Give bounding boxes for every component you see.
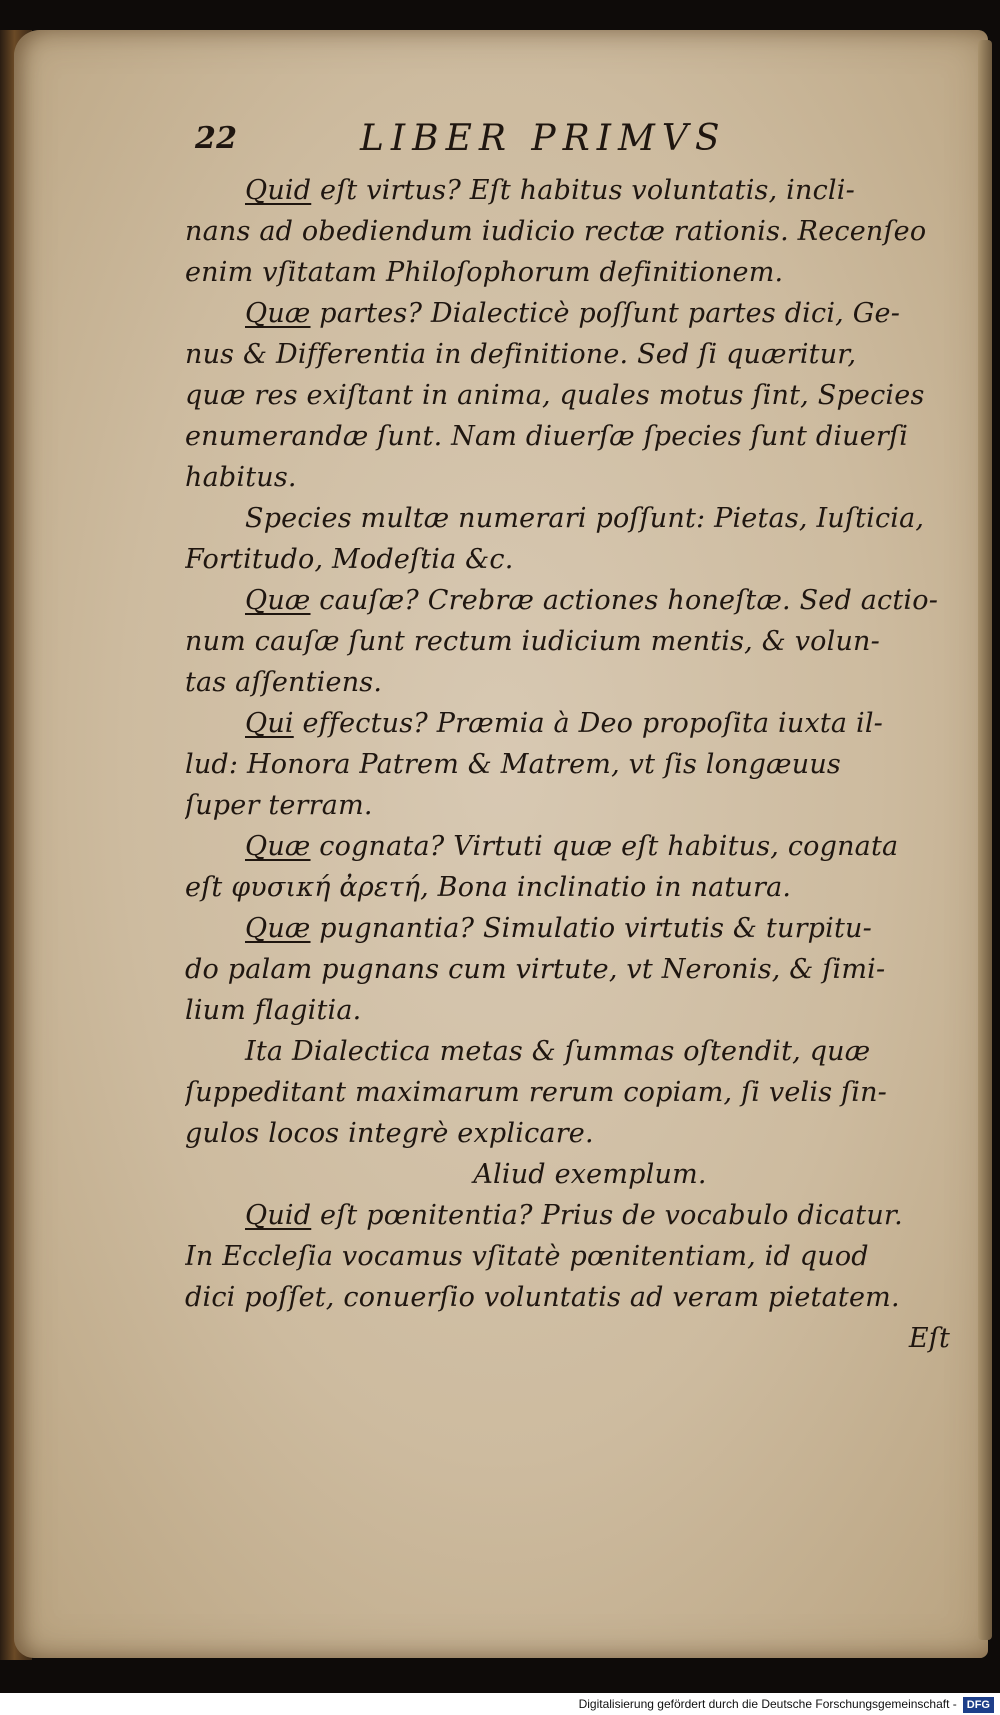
text-line	[185, 908, 955, 949]
line-text: effectus? Præmia à Deo propoſita iuxta il-	[293, 708, 883, 739]
question-word: Quæ	[245, 298, 311, 329]
question-word: Quæ	[245, 585, 311, 616]
line-text: eſt virtus? Eſt habitus voluntatis, incli-	[311, 175, 855, 206]
text-line	[185, 334, 955, 375]
page-edge	[978, 40, 992, 1640]
line-text: tas aſſentiens.	[185, 667, 383, 698]
question-word: Quid	[245, 1200, 312, 1231]
line-text: pugnantia? Simulatio virtutis & turpitu-	[310, 913, 872, 944]
line-text: Species multæ numerari poſſunt: Pietas, Iuſticia,	[245, 503, 925, 534]
text-line	[185, 826, 955, 867]
text-line	[185, 785, 955, 826]
dfg-logo: DFG	[963, 1697, 994, 1713]
line-text: cognata? Virtuti quæ eſt habitus, cognata	[310, 831, 899, 862]
digitization-credit-bar	[0, 1693, 1000, 1715]
text-line	[185, 457, 955, 498]
line-text: ſuper terram.	[185, 790, 373, 821]
text-line	[185, 867, 955, 908]
line-text: Aliud exemplum.	[473, 1159, 707, 1190]
line-text: partes? Dialecticè poſſunt partes dici, Ge-	[310, 298, 901, 329]
text-line	[185, 990, 955, 1031]
text-line	[185, 375, 955, 416]
line-text: lium flagitia.	[185, 995, 362, 1026]
text-line	[185, 293, 955, 334]
line-text: gulos locos integrè explicare.	[185, 1118, 594, 1149]
text-line	[185, 703, 955, 744]
line-text: nans ad obediendum iudicio rectæ rationis. Recenſeo	[185, 216, 927, 247]
line-text: eſt pœnitentia? Prius de vocabulo dicatur.	[311, 1200, 903, 1231]
line-text: nus & Differentia in definitione. Sed ſi quæritur,	[185, 339, 857, 370]
text-line	[185, 170, 955, 211]
line-text: enim vſitatam Philoſophorum definitionem.	[185, 257, 784, 288]
line-text: dici poſſet, conuerſio voluntatis ad veram pietatem.	[185, 1282, 900, 1313]
catchword	[185, 1318, 955, 1359]
text-line	[185, 662, 955, 703]
question-word: Qui	[245, 708, 294, 739]
text-line	[185, 252, 955, 293]
text-line	[185, 1236, 955, 1277]
line-text: Ita Dialectica metas & ſummas oſtendit, quæ	[245, 1036, 871, 1067]
question-word: Quæ	[245, 831, 311, 862]
text-line	[185, 744, 955, 785]
line-text: enumerandæ ſunt. Nam diuerſæ ſpecies ſunt diuerſi	[185, 421, 909, 452]
line-text: In Eccleſia vocamus vſitatè pœnitentiam, id quod	[185, 1241, 869, 1272]
text-line	[185, 416, 955, 457]
text-line	[185, 949, 955, 990]
line-text: habitus.	[185, 462, 297, 493]
text-line	[185, 1113, 955, 1154]
line-text: ſuppeditant maximarum rerum copiam, ſi velis ſin-	[185, 1077, 887, 1108]
text-line	[185, 580, 955, 621]
text-line	[185, 1072, 955, 1113]
line-text: do palam pugnans cum virtute, vt Neronis, & ſimi-	[185, 954, 886, 985]
text-line	[185, 621, 955, 662]
page-header	[185, 108, 955, 170]
text-line	[185, 498, 955, 539]
line-text: num cauſæ ſunt rectum iudicium mentis, & volun-	[185, 626, 880, 657]
question-word: Quæ	[245, 913, 311, 944]
text-line	[185, 1195, 955, 1236]
text-line	[185, 211, 955, 252]
credit-text: Digitalisierung gefördert durch die Deutsche Forschungsgemeinschaft -	[578, 1697, 957, 1711]
text-line	[185, 1031, 955, 1072]
running-head: LIBER PRIMVS	[360, 118, 727, 159]
line-text: quæ res exiſtant in anima, quales motus ſint, Species	[185, 380, 925, 411]
page-number: 22	[195, 121, 238, 156]
text-line	[185, 1277, 955, 1318]
line-text: lud: Honora Patrem & Matrem, vt ſis longæuus	[185, 749, 841, 780]
text-line	[185, 539, 955, 580]
line-text: cauſæ? Crebræ actiones honeſtæ. Sed actio-	[310, 585, 939, 616]
line-text: Fortitudo, Modeſtia &c.	[185, 544, 514, 575]
page-text-block	[185, 108, 955, 1359]
line-text: eſt φυσική ἀρετή, Bona inclinatio in natura.	[185, 872, 792, 903]
section-heading	[185, 1154, 955, 1195]
line-text: Eſt	[908, 1323, 950, 1354]
question-word: Quid	[245, 175, 312, 206]
